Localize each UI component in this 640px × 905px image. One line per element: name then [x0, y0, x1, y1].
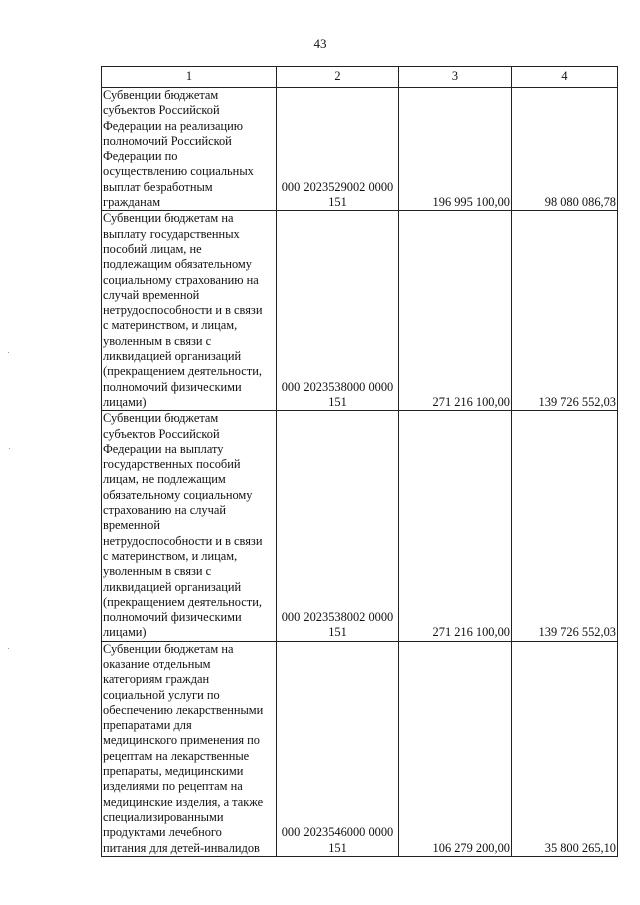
column-header-4: 4 [512, 67, 618, 88]
row-executed-amount: 139 726 552,03 [512, 211, 618, 411]
row-executed-amount: 35 800 265,10 [512, 641, 618, 856]
table-row [102, 641, 618, 856]
page-number: 43 [313, 36, 327, 51]
scan-speck [9, 448, 10, 449]
column-header-2: 2 [277, 67, 399, 88]
table-row [102, 88, 618, 211]
row-description: Субвенции бюджетам на оказание отдельным категориям граждан социальной услуги по обеспечению лекарственными препаратами для медицинского применения по рецептам на лекарственные препараты, медицинскими изделиями по рецептам на медицинские изделия, а также специализированными продуктами лечебного питания для детей-инвалидов [102, 641, 277, 856]
row-code: 000 2023538000 0000 151 [277, 211, 399, 411]
row-planned-amount: 271 216 100,00 [399, 211, 512, 411]
row-description: Субвенции бюджетам субъектов Российской Федерации на выплату государственных пособий лицам, не подлежащим обязательному социальному страхованию на случай временной нетрудоспособности и в связи с материнством, и лицам, уволенным в связи с ликвидацией организаций (прекращением деятельности, полномочий физическими лицами) [102, 411, 277, 641]
budget-table [101, 66, 618, 857]
table-header-row [102, 67, 618, 88]
row-executed-amount: 139 726 552,03 [512, 411, 618, 641]
column-header-1: 1 [102, 67, 277, 88]
row-planned-amount: 271 216 100,00 [399, 411, 512, 641]
table-row [102, 411, 618, 641]
row-executed-amount: 98 080 086,78 [512, 88, 618, 211]
scan-speck [8, 648, 9, 649]
column-header-3: 3 [399, 67, 512, 88]
row-planned-amount: 196 995 100,00 [399, 88, 512, 211]
row-description: Субвенции бюджетам субъектов Российской Федерации на реализацию полномочий Российской Федерации по осуществлению социальных выплат безработным гражданам [102, 88, 277, 211]
row-planned-amount: 106 279 200,00 [399, 641, 512, 856]
table-row [102, 211, 618, 411]
scan-speck [8, 352, 9, 353]
row-code: 000 2023546000 0000 151 [277, 641, 399, 856]
row-code: 000 2023538002 0000 151 [277, 411, 399, 641]
row-description: Субвенции бюджетам на выплату государственных пособий лицам, не подлежащим обязательному социальному страхованию на случай временной нетрудоспособности и в связи с материнством, и лицам, уволенным в связи с ликвидацией организаций (прекращением деятельности, полномочий физическими лицами) [102, 211, 277, 411]
row-code: 000 2023529002 0000 151 [277, 88, 399, 211]
